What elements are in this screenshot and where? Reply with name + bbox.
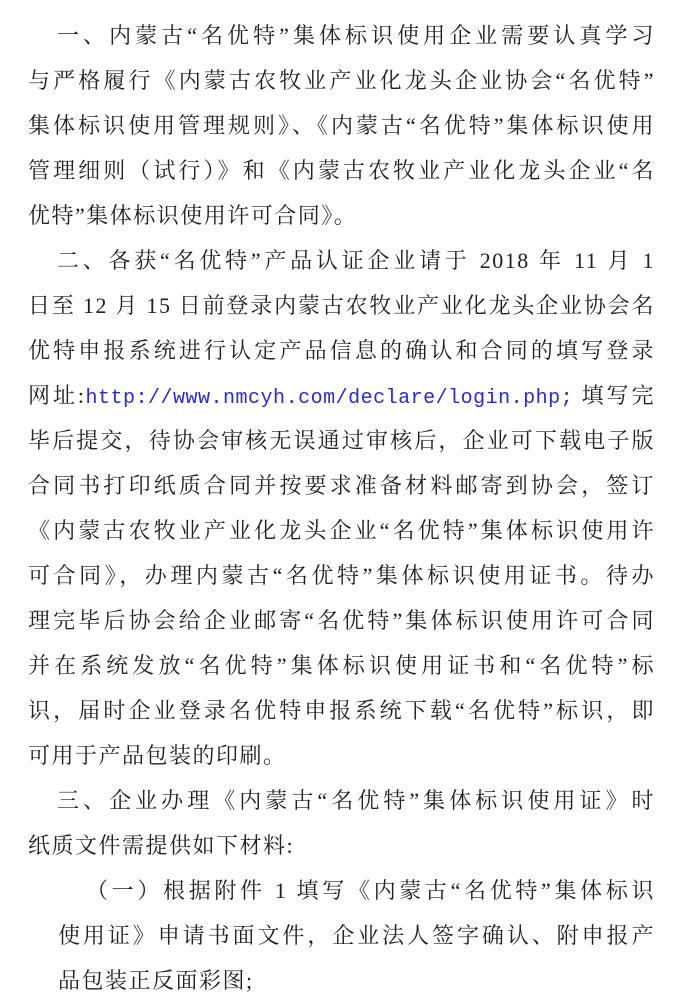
text-run: 一、内蒙古“名优特”集体标识使用企业需要认真学习 — [57, 23, 655, 48]
text-run: （一）根据附件 1 填写《内蒙古“名优特”集体标识 — [86, 878, 655, 903]
text-run: 使用证》申请书面文件，企业法人签字确认、附申报产 — [58, 923, 655, 948]
text-run: 优特”集体标识使用许可合同》。 — [28, 203, 358, 228]
text-run: 集体标识使用管理规则》、《内蒙古“名优特”集体标识使用 — [28, 113, 655, 138]
text-run: 合同书打印纸质合同并按要求准备材料邮寄到协会，签订 — [28, 473, 655, 498]
para2-line11 — [28, 688, 655, 733]
para2-line12 — [28, 733, 655, 778]
text-run: 纸质文件需提供如下材料: — [28, 833, 295, 858]
para2-line7 — [28, 508, 655, 553]
para1-line5 — [28, 193, 655, 238]
para2-line5 — [28, 418, 655, 463]
para4-line1 — [28, 868, 655, 913]
para2-line9 — [28, 598, 655, 643]
text-run: 毕后提交，待协会审核无误通过审核后，企业可下载电子版 — [28, 428, 655, 453]
text-run: 二、各获“名优特”产品认证企业请于 2018 年 11 月 1 — [57, 248, 655, 273]
para4-line3 — [28, 958, 655, 1003]
text-run: 网址: — [28, 383, 86, 408]
declare-login-url[interactable]: http://www.nmcyh.com/declare/login.php; — [85, 387, 574, 410]
para2-line6 — [28, 463, 655, 508]
text-run: 优特申报系统进行认定产品信息的确认和合同的填写登录 — [28, 338, 655, 363]
text-run: 识，届时企业登录名优特申报系统下载“名优特”标识，即 — [28, 698, 655, 723]
text-run: 填写完 — [573, 383, 655, 408]
para3-line1 — [28, 778, 655, 823]
para2-line2 — [28, 283, 655, 328]
para2-line8 — [28, 553, 655, 598]
para2-line4-url — [28, 373, 655, 418]
text-run: 可用于产品包装的印刷。 — [28, 743, 287, 768]
text-run: 管理细则（试行）》和《内蒙古农牧业产业化龙头企业“名 — [28, 158, 655, 183]
text-run: 三、企业办理《内蒙古“名优特”集体标识使用证》时 — [57, 788, 655, 813]
para1-line3 — [28, 103, 655, 148]
text-run: 并在系统发放“名优特”集体标识使用证书和“名优特”标 — [28, 653, 655, 678]
para2-line10 — [28, 643, 655, 688]
para2-line3 — [28, 328, 655, 373]
text-run: 日至 12 月 15 日前登录内蒙古农牧业产业化龙头企业协会名 — [28, 293, 655, 318]
para3-line2 — [28, 823, 655, 868]
text-run: 品包装正反面彩图; — [58, 968, 254, 993]
text-run: 与严格履行《内蒙古农牧业产业化龙头企业协会“名优特” — [28, 68, 655, 93]
text-run: 理完毕后协会给企业邮寄“名优特”集体标识使用许可合同 — [28, 608, 655, 633]
para2-line1 — [28, 238, 655, 283]
para1-line2 — [28, 58, 655, 103]
text-run: 《内蒙古农牧业产业化龙头企业“名优特”集体标识使用许 — [28, 518, 655, 543]
para4-line2 — [28, 913, 655, 958]
text-run: 可合同》，办理内蒙古“名优特”集体标识使用证书。待办 — [28, 563, 655, 588]
para1-line4 — [28, 148, 655, 193]
para1-line1 — [28, 13, 655, 58]
